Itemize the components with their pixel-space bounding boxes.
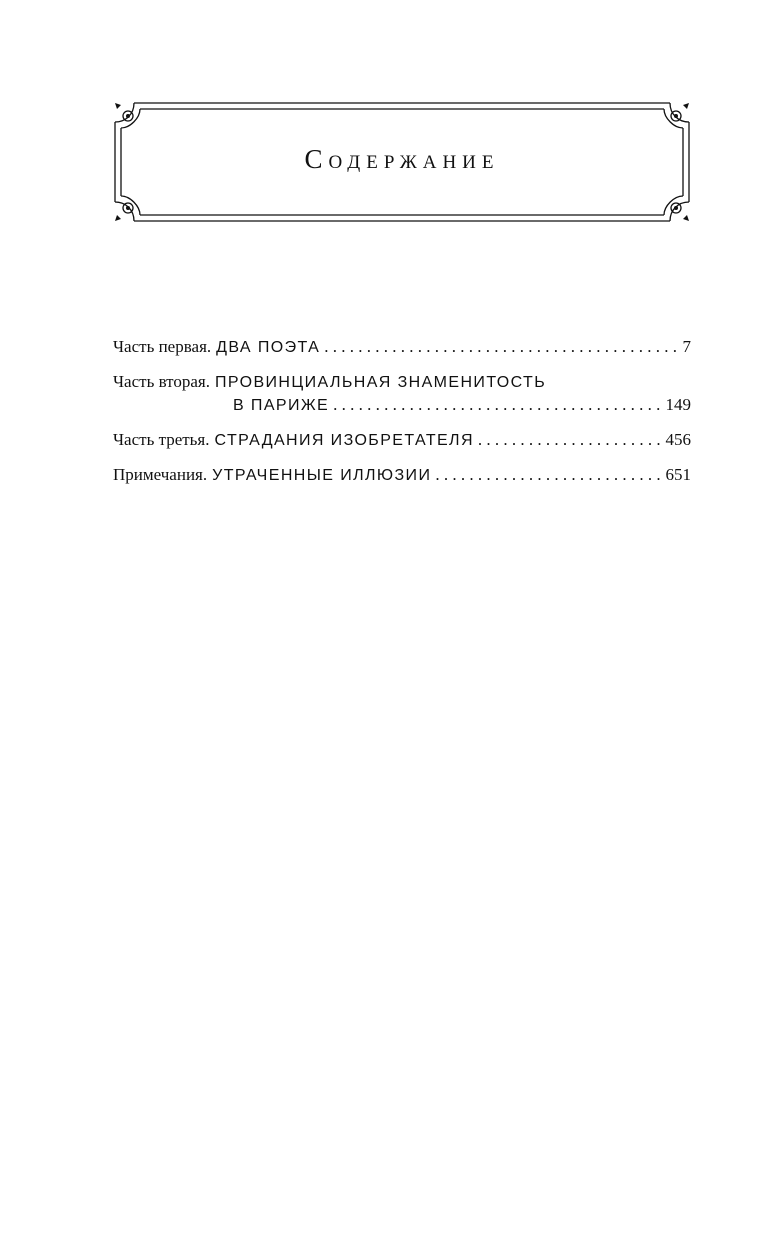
toc-entry[interactable] bbox=[113, 371, 691, 417]
toc-part-title: ПРОВИНЦИАЛЬНАЯ ЗНАМЕНИТОСТЬ bbox=[215, 374, 547, 391]
ornamental-title-frame bbox=[112, 100, 692, 224]
toc-part-title: СТРАДАНИЯ ИЗОБРЕТАТЕЛЯ bbox=[214, 432, 474, 449]
toc-part-label: Примечания. bbox=[113, 465, 208, 484]
table-of-contents bbox=[113, 336, 691, 499]
toc-dot-leader bbox=[435, 464, 661, 486]
toc-part-label: Часть вторая. bbox=[113, 372, 210, 391]
toc-page-number: 7 bbox=[682, 337, 691, 356]
toc-part-title: УТРАЧЕННЫЕ ИЛЛЮЗИИ bbox=[212, 467, 432, 484]
toc-page-number: 651 bbox=[665, 465, 691, 484]
toc-dot-leader bbox=[478, 429, 662, 451]
toc-part-label: Часть третья. bbox=[113, 430, 210, 449]
toc-entry[interactable] bbox=[113, 464, 691, 487]
toc-part-title: ДВА ПОЭТА bbox=[216, 339, 321, 356]
toc-dot-leader bbox=[333, 394, 661, 416]
toc-line-continued bbox=[113, 394, 691, 417]
toc-page-number: 456 bbox=[665, 430, 691, 449]
toc-line bbox=[113, 336, 691, 359]
toc-entry[interactable] bbox=[113, 429, 691, 452]
toc-entry[interactable] bbox=[113, 336, 691, 359]
toc-dot-leader bbox=[324, 336, 678, 358]
page-title: Содержание bbox=[304, 144, 500, 174]
toc-line bbox=[113, 371, 691, 394]
toc-line bbox=[113, 429, 691, 452]
toc-page-number: 149 bbox=[665, 395, 691, 414]
toc-part-label: Часть первая. bbox=[113, 337, 212, 356]
toc-part-title-continued: В ПАРИЖЕ bbox=[233, 397, 330, 414]
toc-line bbox=[113, 464, 691, 487]
